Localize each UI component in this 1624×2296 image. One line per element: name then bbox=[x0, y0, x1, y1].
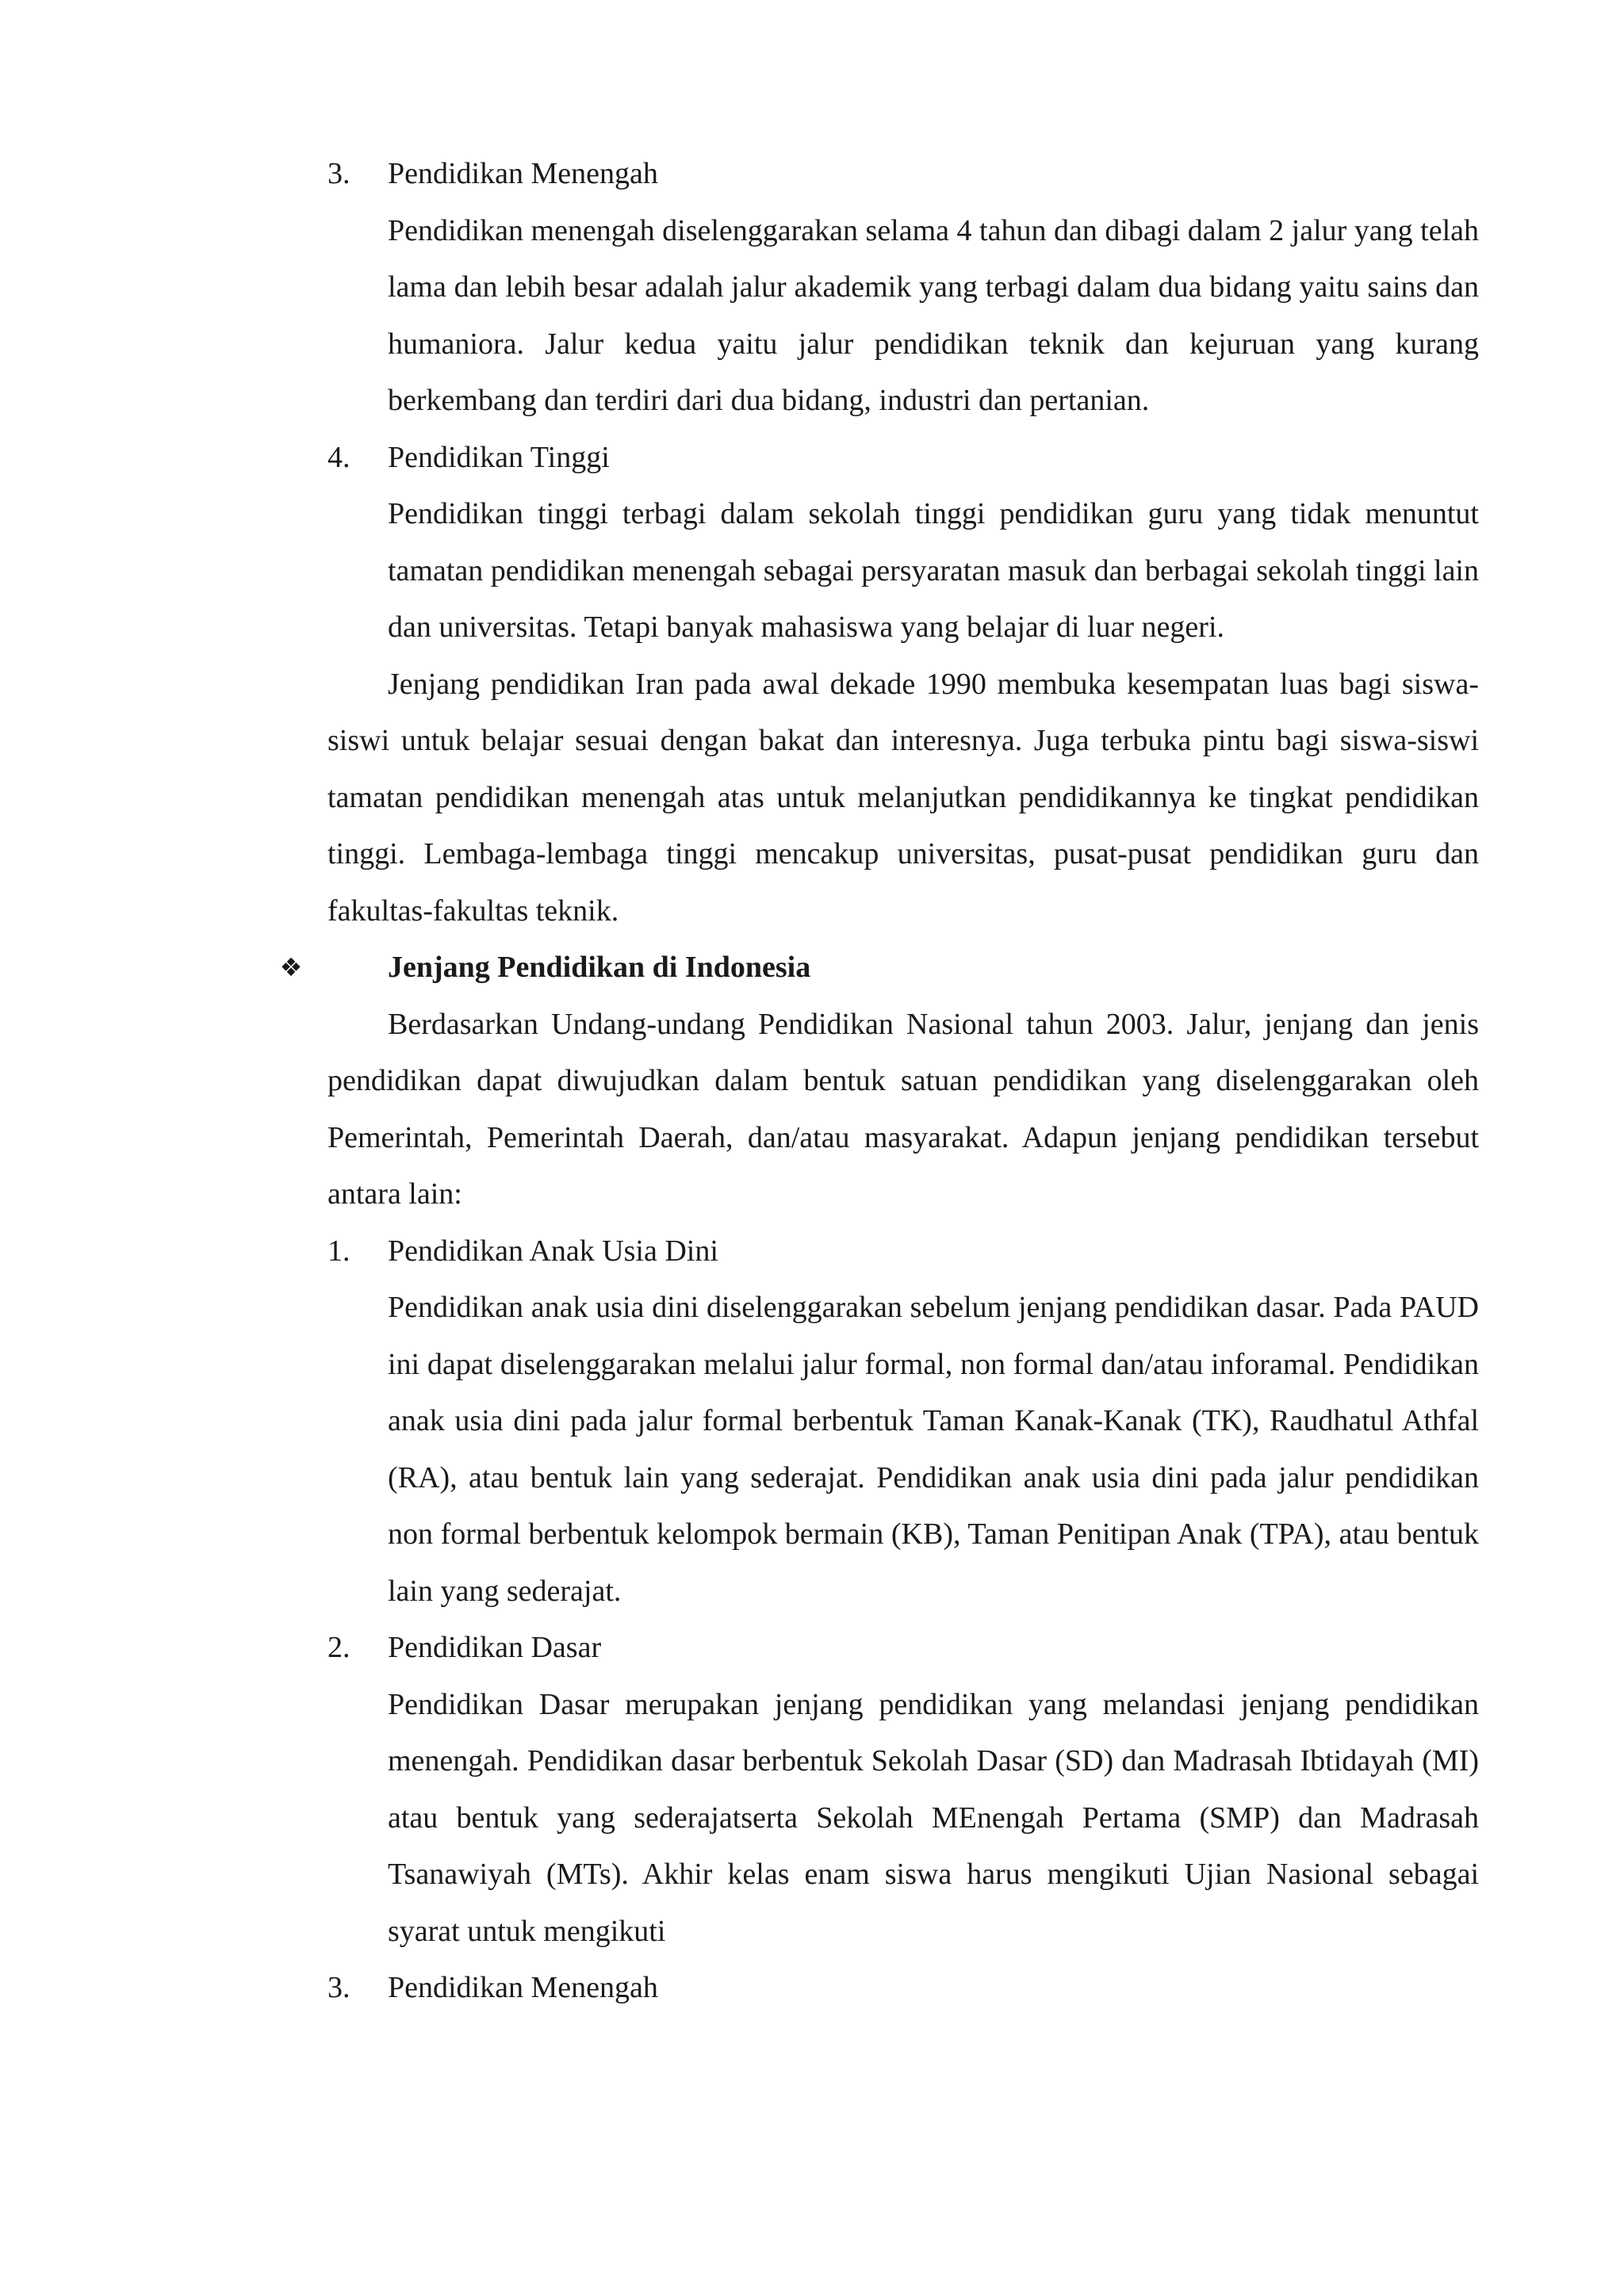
item-number: 1. bbox=[327, 1234, 350, 1268]
item-number: 2. bbox=[327, 1631, 350, 1664]
list-item bbox=[327, 1223, 1479, 1621]
section-heading bbox=[279, 939, 1479, 997]
paragraph-iran: Jenjang pendidikan Iran pada awal dekade 1990 membuka kesempatan luas bagi siswa-siswi untuk belajar sesuai dengan bakat dan interesnya. Juga terbuka pintu bagi siswa-siswi tamatan pendidikan menengah atas untuk melanjutkan pendidikannya ke tingkat pendidikan tinggi. Lembaga-lembaga tinggi mencakup universitas, pusat-pusat pendidikan guru dan fakultas-fakultas teknik. bbox=[327, 667, 1479, 928]
item-number: 4. bbox=[327, 440, 350, 474]
item-title: Pendidikan Dasar bbox=[388, 1631, 602, 1664]
paragraph-indonesia: Berdasarkan Undang-undang Pendidikan Nasional tahun 2003. Jalur, jenjang dan jenis pendidikan dapat diwujudkan dalam bentuk satuan pendidikan yang diselenggarakan oleh Pemerintah, Pemerintah Daerah, dan/atau masyarakat. Adapun jenjang pendidikan tersebut antara lain: bbox=[327, 1007, 1479, 1211]
item-body: Pendidikan Dasar merupakan jenjang pendidikan yang melandasi jenjang pendidikan menengah. Pendidikan dasar berbentuk Sekolah Dasar (SD) dan Madrasah Ibtidayah (MI) atau bentuk yang sederajatserta Sekolah MEnengah Pertama (SMP) dan Madrasah Tsanawiyah (MTs). Akhir kelas enam siswa harus mengikuti Ujian Nasional sebagai syarat untuk mengikuti bbox=[388, 1687, 1479, 1948]
item-title: Pendidikan Anak Usia Dini bbox=[388, 1234, 718, 1268]
list-item bbox=[327, 146, 1479, 430]
item-number: 3. bbox=[327, 157, 350, 190]
section-heading-text: Jenjang Pendidikan di Indonesia bbox=[388, 951, 811, 984]
item-number: 3. bbox=[327, 1971, 350, 2004]
item-title: Pendidikan Menengah bbox=[388, 1971, 658, 2004]
list-item bbox=[327, 1620, 1479, 1960]
item-title: Pendidikan Menengah bbox=[388, 157, 658, 190]
list-item bbox=[327, 1960, 1479, 2017]
diamond-bullet-icon: ❖ bbox=[279, 952, 303, 982]
item-body: Pendidikan menengah diselenggarakan selama 4 tahun dan dibagi dalam 2 jalur yang telah lama dan lebih besar adalah jalur akademik yang terbagi dalam dua bidang yaitu sains dan humaniora. Jalur kedua yaitu jalur pendidikan teknik dan kejuruan yang kurang berkembang dan terdiri dari dua bidang, industri dan pertanian. bbox=[388, 213, 1479, 417]
item-title: Pendidikan Tinggi bbox=[388, 440, 610, 474]
item-body: Pendidikan anak usia dini diselenggarakan sebelum jenjang pendidikan dasar. Pada PAUD ini dapat diselenggarakan melalui jalur formal, non formal dan/atau inforamal. Pendidikan anak usia dini pada jalur formal berbentuk Taman Kanak-Kanak (TK), Raudhatul Athfal (RA), atau bentuk lain yang sederajat. Pendidikan anak usia dini pada jalur pendidikan non formal berbentuk kelompok bermain (KB), Taman Penitipan Anak (TPA), atau bentuk lain yang sederajat. bbox=[388, 1291, 1479, 1608]
item-body: Pendidikan tinggi terbagi dalam sekolah tinggi pendidikan guru yang tidak menuntut tamatan pendidikan menengah sebagai persyaratan masuk dan berbagai sekolah tinggi lain dan universitas. Tetapi banyak mahasiswa yang belajar di luar negeri. bbox=[388, 497, 1479, 644]
list-item bbox=[327, 430, 1479, 656]
page-content bbox=[279, 146, 1479, 2017]
